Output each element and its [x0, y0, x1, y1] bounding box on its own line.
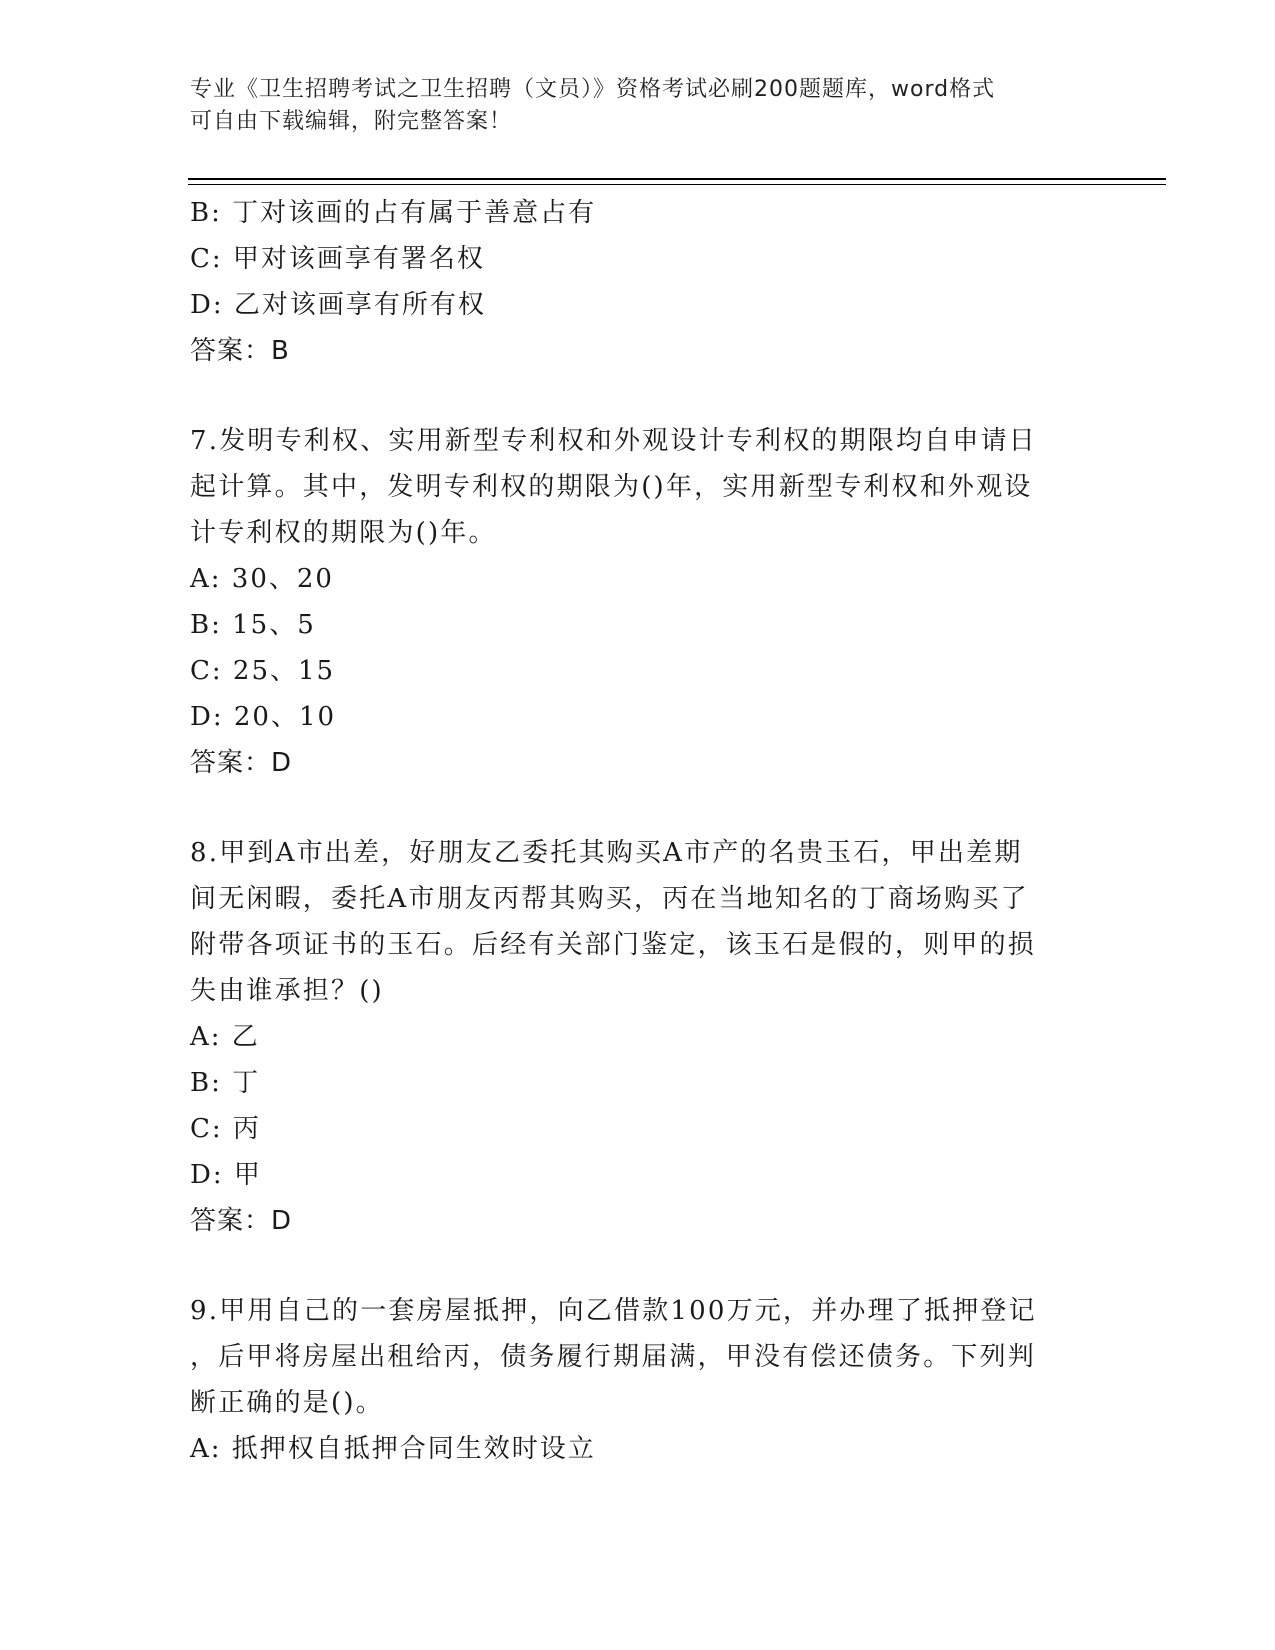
option-c: C: 25、15	[190, 656, 336, 686]
stem-line: ，后甲将房屋出租给丙，债务履行期届满，甲没有偿还债务。下列判	[190, 1342, 1037, 1372]
option-b: B: 15、5	[190, 610, 316, 640]
option-c: C: 丙	[190, 1114, 261, 1144]
option-b: B: 丁	[190, 1068, 261, 1098]
option-d: D: 20、10	[190, 702, 337, 732]
question-stem	[190, 830, 1070, 1014]
spacer	[190, 1244, 1070, 1288]
answer-line: 答案：B	[190, 336, 290, 366]
header-line-2: 可自由下载编辑，附完整答案！	[190, 109, 513, 134]
spacer	[190, 786, 1070, 830]
stem-line: 断正确的是()。	[190, 1388, 384, 1418]
header-divider-thin	[188, 184, 1166, 185]
option-b: B: 丁对该画的占有属于善意占有	[190, 198, 597, 228]
option-a: A: 抵押权自抵押合同生效时设立	[190, 1434, 596, 1464]
header-divider-thick	[188, 178, 1166, 180]
question-content	[190, 190, 1070, 1472]
option-d: D: 甲	[190, 1160, 262, 1190]
answer-line: 答案：D	[190, 1206, 293, 1236]
option-d: D: 乙对该画享有所有权	[190, 290, 486, 320]
option-c: C: 甲对该画享有署名权	[190, 244, 485, 274]
stem-line: 7.发明专利权、实用新型专利权和外观设计专利权的期限均自申请日	[190, 426, 1038, 456]
answer-line: 答案：D	[190, 748, 293, 778]
stem-line: 间无闲暇，委托A市朋友丙帮其购买，丙在当地知名的丁商场购买了	[190, 884, 1029, 914]
option-a: A: 30、20	[190, 564, 334, 594]
prev-question	[190, 190, 1070, 374]
spacer	[190, 374, 1070, 418]
question-9	[190, 1288, 1070, 1472]
page-header	[190, 74, 1070, 138]
question-stem	[190, 418, 1070, 556]
stem-line: 起计算。其中，发明专利权的期限为()年，实用新型专利权和外观设	[190, 472, 1033, 502]
header-line-1: 专业《卫生招聘考试之卫生招聘（文员）》资格考试必刷200题题库，word格式	[190, 77, 996, 102]
stem-line: 9.甲用自己的一套房屋抵押，向乙借款100万元，并办理了抵押登记	[190, 1296, 1037, 1326]
question-8	[190, 830, 1070, 1244]
stem-line: 失由谁承担？()	[190, 976, 384, 1006]
question-stem	[190, 1288, 1070, 1426]
question-7	[190, 418, 1070, 786]
stem-line: 计专利权的期限为()年。	[190, 518, 497, 548]
stem-line: 8.甲到A市出差，好朋友乙委托其购买A市产的名贵玉石，甲出差期	[190, 838, 1023, 868]
option-a: A: 乙	[190, 1022, 260, 1052]
stem-line: 附带各项证书的玉石。后经有关部门鉴定，该玉石是假的，则甲的损	[190, 930, 1037, 960]
